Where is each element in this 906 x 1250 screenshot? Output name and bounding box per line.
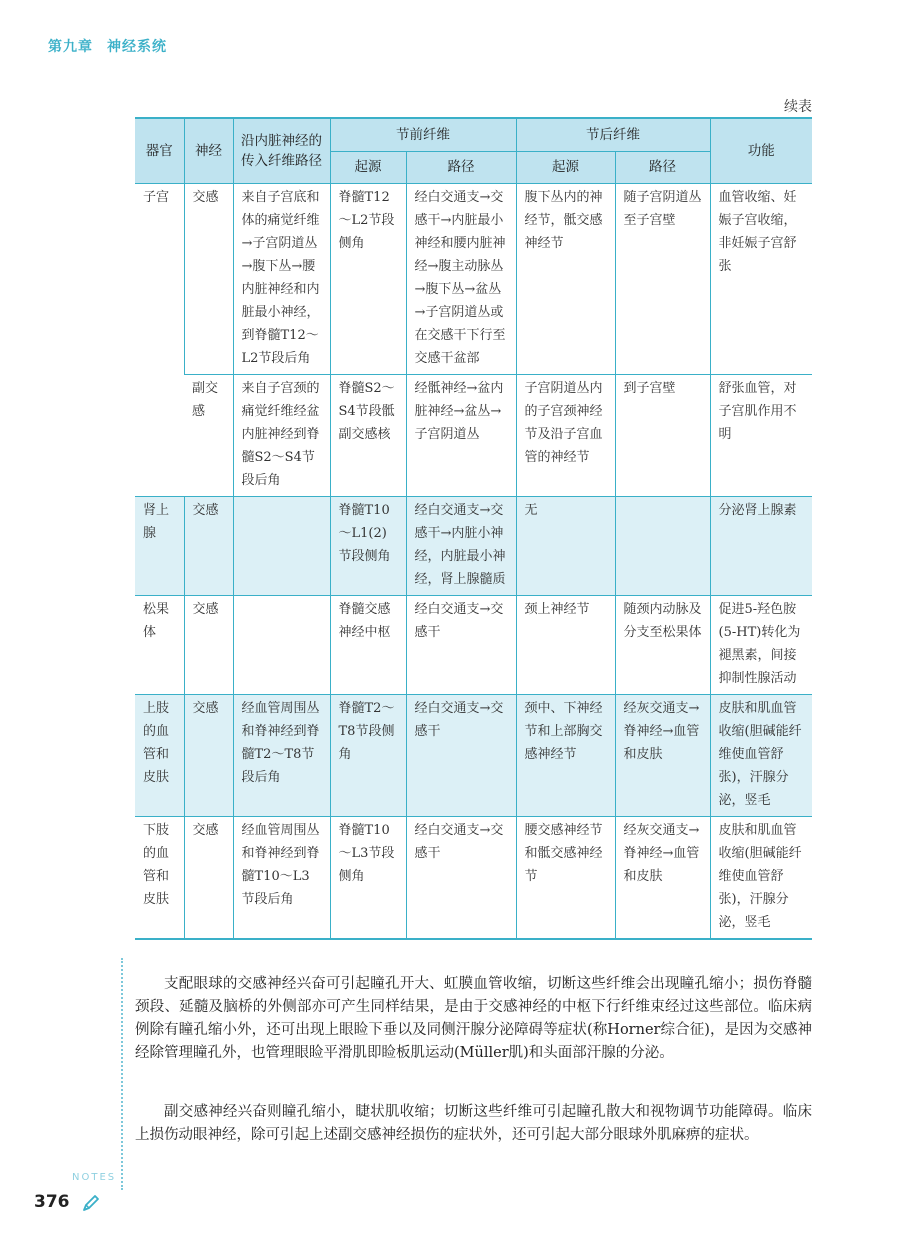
- header-organ: 器官: [135, 118, 184, 184]
- cell-organ: 上肢的血管和皮肤: [135, 695, 184, 817]
- cell-afferent: [233, 497, 330, 596]
- cell-pre-path: 经白交通支→交感干→内脏最小神经和腰内脏神经→腹主动脉丛→腹下丛→盆丛→子宫阴道丛或在交感干下行至交感干盆部: [406, 184, 516, 375]
- cell-organ: 松果体: [135, 596, 184, 695]
- header-post-path: 路径: [615, 151, 710, 183]
- cell-organ: 下肢的血管和皮肤: [135, 817, 184, 940]
- cell-post-origin: 腹下丛内的神经节，骶交感神经节: [516, 184, 615, 375]
- header-pre-path: 路径: [406, 151, 516, 183]
- cell-post-path: 经灰交通支→脊神经→血管和皮肤: [615, 695, 710, 817]
- header-afferent: 沿内脏神经的传入纤维路径: [233, 118, 330, 184]
- table-row: [135, 817, 812, 940]
- cell-function: 促进5-羟色胺(5-HT)转化为褪黑素，间接抑制性腺活动: [710, 596, 812, 695]
- table-row: [135, 497, 812, 596]
- cell-nerve: 交感: [184, 184, 233, 375]
- cell-pre-path: 经骶神经→盆内脏神经→盆丛→子宫阴道丛: [406, 375, 516, 497]
- cell-post-origin: 腰交感神经节和骶交感神经节: [516, 817, 615, 940]
- cell-post-path: [615, 497, 710, 596]
- cell-nerve: 交感: [184, 497, 233, 596]
- cell-organ: 子宫: [135, 184, 184, 497]
- header-post-origin: 起源: [516, 151, 615, 183]
- pencil-icon: [80, 1192, 102, 1214]
- cell-function: 血管收缩、妊娠子宫收缩，非妊娠子宫舒张: [710, 184, 812, 375]
- table-continued-label: 续表: [784, 99, 812, 115]
- cell-pre-path: 经白交通支→交感干→内脏小神经，内脏最小神经，肾上腺髓质: [406, 497, 516, 596]
- cell-organ: 肾上腺: [135, 497, 184, 596]
- header-nerve: 神经: [184, 118, 233, 184]
- chapter-number: 第九章: [48, 39, 93, 55]
- cell-function: 皮肤和肌血管收缩(胆碱能纤维使血管舒张)，汗腺分泌，竖毛: [710, 817, 812, 940]
- header-function: 功能: [710, 118, 812, 184]
- header-preganglionic: 节前纤维: [330, 118, 516, 151]
- header-pre-origin: 起源: [330, 151, 406, 183]
- cell-pre-path: 经白交通支→交感干: [406, 695, 516, 817]
- cell-nerve: 交感: [184, 596, 233, 695]
- paragraph: 支配眼球的交感神经兴奋可引起瞳孔开大、虹膜血管收缩，切断这些纤维会出现瞳孔缩小；损伤脊髓颈段、延髓及脑桥的外侧部亦可产生同样结果，是由于交感神经的中枢下行纤维束经过这些部位。临床病例除有瞳孔缩小外，还可出现上眼睑下垂以及同侧汗腺分泌障碍等症状(称Horner综合征)，是因为交感神经除管理瞳孔外，也管理眼睑平滑肌即睑板肌运动(Müller肌)和头面部汗腺的分泌。: [135, 976, 812, 1061]
- cell-post-path: 随子宫阴道丛至子宫壁: [615, 184, 710, 375]
- cell-pre-origin: 脊髓S2～S4节段骶副交感核: [330, 375, 406, 497]
- page-number: 376: [34, 1192, 70, 1212]
- header-postganglionic: 节后纤维: [516, 118, 710, 151]
- cell-pre-origin: 脊髓T10～L3节段侧角: [330, 817, 406, 940]
- cell-nerve: 副交感: [184, 375, 233, 497]
- cell-pre-path: 经白交通支→交感干: [406, 817, 516, 940]
- table-row: [135, 695, 812, 817]
- cell-post-path: 经灰交通支→脊神经→血管和皮肤: [615, 817, 710, 940]
- cell-post-origin: 颈上神经节: [516, 596, 615, 695]
- notes-label: NOTES: [72, 1172, 117, 1183]
- cell-post-origin: 无: [516, 497, 615, 596]
- cell-nerve: 交感: [184, 817, 233, 940]
- cell-pre-origin: 脊髓T12～L2节段侧角: [330, 184, 406, 375]
- cell-pre-origin: 脊髓交感神经中枢: [330, 596, 406, 695]
- cell-pre-origin: 脊髓T10～L1(2)节段侧角: [330, 497, 406, 596]
- chapter-title: 神经系统: [107, 39, 167, 55]
- cell-afferent: [233, 596, 330, 695]
- paragraph: 副交感神经兴奋则瞳孔缩小，睫状肌收缩；切断这些纤维可引起瞳孔散大和视物调节功能障碍。临床上损伤动眼神经，除可引起上述副交感神经损伤的症状外，还可引起大部分眼球外肌麻痹的症状。: [135, 1104, 812, 1143]
- notes-margin-rule: [121, 958, 123, 1190]
- table-row: [135, 184, 812, 375]
- autonomic-nerve-table: [135, 117, 812, 940]
- chapter-header: [48, 36, 181, 56]
- cell-afferent: 来自子宫底和体的痛觉纤维→子宫阴道丛→腹下丛→腰内脏神经和内脏最小神经，到脊髓T12～L2节段后角: [233, 184, 330, 375]
- cell-afferent: 经血管周围丛和脊神经到脊髓T2～T8节段后角: [233, 695, 330, 817]
- cell-post-path: 随颈内动脉及分支至松果体: [615, 596, 710, 695]
- cell-nerve: 交感: [184, 695, 233, 817]
- cell-post-origin: 子宫阴道丛内的子宫颈神经节及沿子宫血管的神经节: [516, 375, 615, 497]
- cell-function: 舒张血管，对子宫肌作用不明: [710, 375, 812, 497]
- cell-post-path: 到子宫壁: [615, 375, 710, 497]
- table-row: [135, 596, 812, 695]
- cell-afferent: 来自子宫颈的痛觉纤维经盆内脏神经到脊髓S2～S4节段后角: [233, 375, 330, 497]
- cell-pre-path: 经白交通支→交感干: [406, 596, 516, 695]
- cell-post-origin: 颈中、下神经节和上部胸交感神经节: [516, 695, 615, 817]
- cell-function: 皮肤和肌血管收缩(胆碱能纤维使血管舒张)，汗腺分泌，竖毛: [710, 695, 812, 817]
- table-row: [135, 375, 812, 497]
- cell-afferent: 经血管周围丛和脊神经到脊髓T10～L3节段后角: [233, 817, 330, 940]
- cell-pre-origin: 脊髓T2～T8节段侧角: [330, 695, 406, 817]
- cell-function: 分泌肾上腺素: [710, 497, 812, 596]
